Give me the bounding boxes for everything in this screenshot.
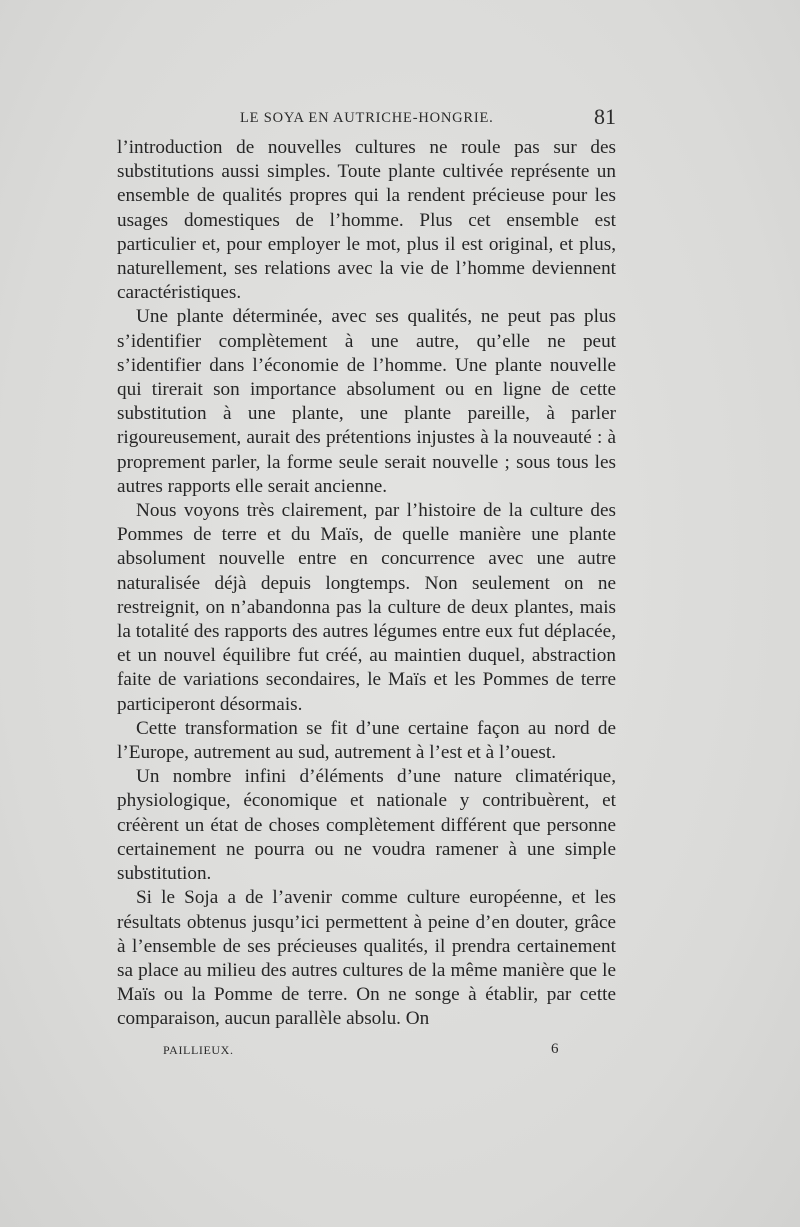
paragraph: Un nombre infini d’éléments d’une nature climatérique, physiologique, économique et nationale y contribuèrent, et créèrent un état de choses complètement différent que personne certainement ne pourra ou ne voudra ramener à une simple substitution. [117,766,616,885]
page-footer [163,1043,563,1063]
printer-signature: PAILLIEUX. [163,1043,234,1057]
running-title: LE SOYA EN AUTRICHE-HONGRIE. [240,110,494,126]
page-number: 81 [594,104,616,129]
paragraph: Si le Soja a de l’avenir comme culture européenne, et les résultats obtenus jusqu’ici permettent à peine d’en douter, grâce à l’ensemble de ses précieuses qualités, il prendra certainement sa place au milieu des autres cultures de la même manière que le Maïs ou la Pomme de terre. On ne songe à établir, par cette comparaison, aucun parallèle absolu. On [117,887,616,1030]
paragraph: Une plante déterminée, avec ses qualités, ne peut pas plus s’identifier complètement à une autre, qu’elle ne peut s’identifier dans l’économie de l’homme. Une plante nouvelle qui tirerait son importance absolument ou en ligne de cette substitution à une plante, une plante pareille, à parler rigoureusement, aurait des prétentions injustes à la nouveauté : à proprement parler, la forme seule serait nouvelle ; sous tous les autres rapports elle serait ancienne. [117,306,616,497]
paragraph: l’introduction de nouvelles cultures ne roule pas sur des substitutions aussi simples. Toute plante cultivée représente un ensemble de qualités propres qui la rendent précieuse pour les usages domestiques de l’homme. Plus cet ensemble est particulier et, pour employer le mot, plus il est original, et plus, naturellement, ses relations avec la vie de l’homme deviennent caractéristiques. [117,137,616,304]
body-text [117,136,616,1032]
sheet-number: 6 [551,1041,559,1057]
page-header [116,104,616,132]
paragraph: Nous voyons très clairement, par l’histoire de la culture des Pommes de terre et du Maïs, de quelle manière une plante absolument nouvelle entre en concurrence avec une autre naturalisée déjà depuis longtemps. Non seulement on ne restreignit, on n’abandonna pas la culture de deux plantes, mais la totalité des rapports des autres légumes entre eux fut déplacée, et un nouvel équilibre fut créé, au maintien duquel, abstraction faite de variations secondaires, le Maïs et les Pommes de terre participeront désormais. [117,500,616,715]
paragraph: Cette transformation se fit d’une certaine façon au nord de l’Europe, autrement au sud, autrement à l’est et à l’ouest. [117,717,616,764]
